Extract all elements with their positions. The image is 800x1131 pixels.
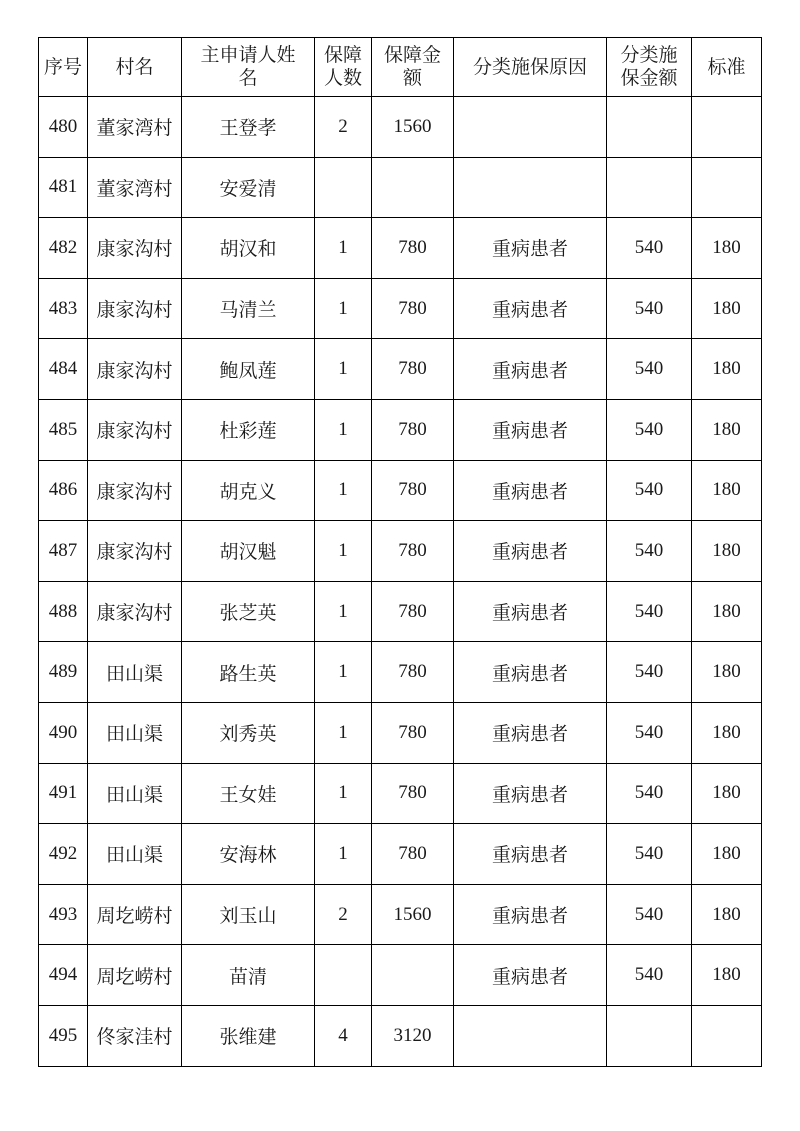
table-row	[39, 399, 762, 460]
cell-amount: 3120	[372, 1005, 454, 1066]
cell-reason: 重病患者	[454, 278, 607, 339]
cell-people-count: 1	[315, 399, 372, 460]
cell-village: 康家沟村	[88, 460, 182, 521]
header-text: 额	[402, 67, 422, 89]
cell-category-amount: 540	[607, 521, 692, 582]
cell-index: 487	[39, 521, 88, 582]
header-text: 保障金	[383, 44, 441, 66]
table-row	[39, 1005, 762, 1066]
header-category-amount	[607, 38, 692, 97]
cell-people-count: 1	[315, 763, 372, 824]
header-index	[39, 38, 88, 97]
cell-category-amount: 540	[607, 399, 692, 460]
cell-index: 490	[39, 702, 88, 763]
cell-category-amount: 540	[607, 763, 692, 824]
cell-index: 486	[39, 460, 88, 521]
cell-category-amount: 540	[607, 884, 692, 945]
cell-applicant: 安爱清	[182, 157, 315, 218]
cell-category-amount: 540	[607, 581, 692, 642]
table-row	[39, 581, 762, 642]
cell-category-amount: 540	[607, 702, 692, 763]
table-row	[39, 339, 762, 400]
cell-amount: 1560	[372, 97, 454, 158]
cell-category-amount: 540	[607, 945, 692, 1006]
cell-applicant: 苗清	[182, 945, 315, 1006]
table-row	[39, 945, 762, 1006]
table-row	[39, 460, 762, 521]
header-standard	[692, 38, 762, 97]
cell-people-count: 4	[315, 1005, 372, 1066]
cell-standard: 180	[692, 339, 762, 400]
table-row	[39, 763, 762, 824]
table-row	[39, 642, 762, 703]
cell-index: 493	[39, 884, 88, 945]
cell-amount: 780	[372, 521, 454, 582]
table-row	[39, 218, 762, 279]
cell-reason: 重病患者	[454, 399, 607, 460]
cell-people-count: 2	[315, 884, 372, 945]
cell-amount: 1560	[372, 884, 454, 945]
cell-amount: 780	[372, 763, 454, 824]
cell-category-amount: 540	[607, 278, 692, 339]
cell-people-count: 1	[315, 702, 372, 763]
cell-amount: 780	[372, 339, 454, 400]
cell-index: 494	[39, 945, 88, 1006]
cell-village: 田山渠	[88, 702, 182, 763]
cell-village: 周圪崂村	[88, 945, 182, 1006]
cell-reason	[454, 157, 607, 218]
cell-index: 480	[39, 97, 88, 158]
cell-people-count: 1	[315, 824, 372, 885]
table-row	[39, 157, 762, 218]
cell-amount: 780	[372, 278, 454, 339]
cell-village: 康家沟村	[88, 521, 182, 582]
cell-reason: 重病患者	[454, 824, 607, 885]
cell-applicant: 杜彩莲	[182, 399, 315, 460]
header-row	[39, 38, 762, 97]
header-text: 序号	[43, 55, 82, 78]
cell-reason: 重病患者	[454, 218, 607, 279]
header-text: 标准	[707, 55, 746, 78]
header-text: 分类施保原因	[472, 55, 587, 78]
cell-village: 康家沟村	[88, 581, 182, 642]
cell-people-count: 1	[315, 581, 372, 642]
header-text: 名	[238, 67, 258, 89]
cell-village: 田山渠	[88, 763, 182, 824]
cell-village: 康家沟村	[88, 399, 182, 460]
cell-village: 康家沟村	[88, 278, 182, 339]
cell-amount: 780	[372, 460, 454, 521]
header-applicant	[182, 38, 315, 97]
cell-index: 492	[39, 824, 88, 885]
cell-amount: 780	[372, 399, 454, 460]
table-row	[39, 702, 762, 763]
cell-applicant: 刘玉山	[182, 884, 315, 945]
cell-people-count: 1	[315, 521, 372, 582]
cell-applicant: 马清兰	[182, 278, 315, 339]
cell-index: 482	[39, 218, 88, 279]
cell-index: 491	[39, 763, 88, 824]
cell-category-amount: 540	[607, 460, 692, 521]
cell-applicant: 刘秀英	[182, 702, 315, 763]
cell-applicant: 张芝英	[182, 581, 315, 642]
cell-reason: 重病患者	[454, 702, 607, 763]
cell-standard	[692, 1005, 762, 1066]
header-reason	[454, 38, 607, 97]
cell-people-count: 1	[315, 218, 372, 279]
cell-village: 康家沟村	[88, 218, 182, 279]
table-body	[39, 97, 762, 1067]
cell-applicant: 路生英	[182, 642, 315, 703]
cell-people-count: 1	[315, 339, 372, 400]
cell-index: 481	[39, 157, 88, 218]
cell-category-amount: 540	[607, 339, 692, 400]
cell-people-count	[315, 157, 372, 218]
cell-amount: 780	[372, 824, 454, 885]
cell-amount	[372, 157, 454, 218]
cell-index: 483	[39, 278, 88, 339]
cell-reason	[454, 97, 607, 158]
cell-applicant: 胡克义	[182, 460, 315, 521]
cell-village: 董家湾村	[88, 157, 182, 218]
cell-applicant: 胡汉和	[182, 218, 315, 279]
table-row	[39, 884, 762, 945]
cell-people-count	[315, 945, 372, 1006]
cell-reason: 重病患者	[454, 884, 607, 945]
cell-reason: 重病患者	[454, 945, 607, 1006]
cell-reason: 重病患者	[454, 642, 607, 703]
table-row	[39, 278, 762, 339]
cell-standard	[692, 157, 762, 218]
table-row	[39, 521, 762, 582]
header-people-count	[315, 38, 372, 97]
cell-standard: 180	[692, 581, 762, 642]
cell-village: 周圪崂村	[88, 884, 182, 945]
cell-village: 康家沟村	[88, 339, 182, 400]
cell-village: 田山渠	[88, 824, 182, 885]
assistance-table	[38, 37, 762, 1067]
cell-applicant: 鲍凤莲	[182, 339, 315, 400]
cell-applicant: 张维建	[182, 1005, 315, 1066]
cell-reason: 重病患者	[454, 460, 607, 521]
cell-people-count: 2	[315, 97, 372, 158]
cell-village: 佟家洼村	[88, 1005, 182, 1066]
header-text: 分类施	[620, 44, 678, 66]
header-text: 保障	[323, 44, 362, 66]
cell-standard: 180	[692, 884, 762, 945]
cell-category-amount: 540	[607, 824, 692, 885]
cell-standard: 180	[692, 521, 762, 582]
cell-category-amount: 540	[607, 642, 692, 703]
cell-amount: 780	[372, 702, 454, 763]
table-row	[39, 824, 762, 885]
cell-category-amount	[607, 157, 692, 218]
cell-standard: 180	[692, 824, 762, 885]
cell-people-count: 1	[315, 460, 372, 521]
cell-amount: 780	[372, 581, 454, 642]
cell-standard: 180	[692, 702, 762, 763]
cell-index: 489	[39, 642, 88, 703]
cell-applicant: 王女娃	[182, 763, 315, 824]
cell-reason	[454, 1005, 607, 1066]
cell-index: 485	[39, 399, 88, 460]
cell-reason: 重病患者	[454, 581, 607, 642]
cell-amount: 780	[372, 642, 454, 703]
cell-index: 488	[39, 581, 88, 642]
header-text: 人数	[323, 67, 362, 89]
header-text: 主申请人姓	[200, 44, 296, 66]
cell-standard	[692, 97, 762, 158]
cell-index: 495	[39, 1005, 88, 1066]
table-row	[39, 97, 762, 158]
cell-category-amount	[607, 1005, 692, 1066]
header-village	[88, 38, 182, 97]
cell-reason: 重病患者	[454, 339, 607, 400]
cell-applicant: 胡汉魁	[182, 521, 315, 582]
header-text: 保金额	[620, 67, 678, 89]
cell-people-count: 1	[315, 642, 372, 703]
cell-category-amount	[607, 97, 692, 158]
cell-index: 484	[39, 339, 88, 400]
cell-amount: 780	[372, 218, 454, 279]
cell-reason: 重病患者	[454, 763, 607, 824]
header-text: 村名	[115, 55, 154, 78]
cell-standard: 180	[692, 278, 762, 339]
header-amount	[372, 38, 454, 97]
cell-standard: 180	[692, 218, 762, 279]
cell-applicant: 王登孝	[182, 97, 315, 158]
cell-standard: 180	[692, 945, 762, 1006]
cell-amount	[372, 945, 454, 1006]
cell-standard: 180	[692, 399, 762, 460]
cell-standard: 180	[692, 460, 762, 521]
cell-reason: 重病患者	[454, 521, 607, 582]
cell-people-count: 1	[315, 278, 372, 339]
cell-standard: 180	[692, 642, 762, 703]
cell-standard: 180	[692, 763, 762, 824]
cell-village: 董家湾村	[88, 97, 182, 158]
cell-village: 田山渠	[88, 642, 182, 703]
cell-category-amount: 540	[607, 218, 692, 279]
cell-applicant: 安海林	[182, 824, 315, 885]
